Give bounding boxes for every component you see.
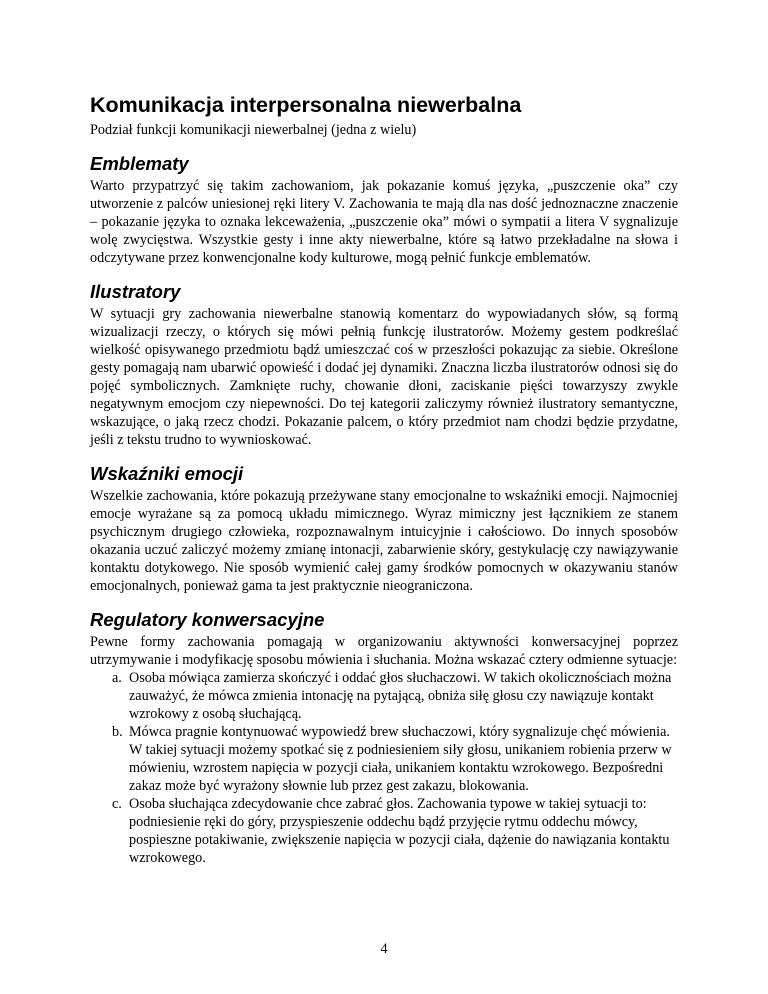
list-item-text: Mówca pragnie kontynuować wypowiedź brew słuchaczowi, który sygnalizuje chęć mówienia. W takiej sytuacji możemy spotkać się z podniesieniem siły głosu, unikaniem robienia przerw w mówieniu, wzrostem napięcia w pozycji ciała, unikaniem kontaktu wzrokowego. Bezpośredni zakaz może być wyrażony słownie lub przez gest zakazu, blokowania. — [129, 724, 672, 794]
list-item — [112, 723, 678, 795]
list-marker: a. — [112, 670, 122, 686]
section-ilustratory — [90, 281, 678, 449]
section-heading: Emblematy — [90, 153, 189, 174]
section-paragraph: Pewne formy zachowania pomagają w organizowaniu aktywności konwersacyjnej poprzez utrzymywanie i modyfikację sposobu mówienia i słuchania. Można wskazać cztery odmienne sytuacje: — [90, 634, 678, 668]
page-subtitle: Podział funkcji komunikacji niewerbalnej (jedna z wielu) — [90, 122, 417, 138]
list-item — [112, 669, 678, 723]
section-emblematy — [90, 153, 678, 267]
list-item-text: Osoba słuchająca zdecydowanie chce zabrać głos. Zachowania typowe w takiej sytuacji to: podniesienie ręki do góry, przyspieszenie oddechu bądź przyjęcie rytmu oddechu mówcy, pospieszne potakiwanie, zwiększenie napięcia w pozycji ciała, dążenie do nawiązania kontaktu wzrokowego. — [129, 796, 670, 866]
section-paragraph: Wszelkie zachowania, które pokazują przeżywane stany emocjonalne to wskaźniki emocji. Najmocniej emocje wyrażane są za pomocą układu mimicznego. Wyraz mimiczny jest łącznikiem ze stanem psychicznym drugiego człowieka, rozpoznawalnym intuicyjnie i całościowo. Do innych sposobów okazania uczuć zaliczyć możemy zmianę intonacji, zabarwienie skóry, gestykulację czy nawiązywanie kontaktu dotykowego. Nie sposób wymienić całej gamy środków pomocnych w okazywaniu stanów emocjonalnych, ponieważ gama ta jest praktycznie nieograniczona. — [90, 488, 678, 594]
section-heading: Regulatory konwersacyjne — [90, 609, 325, 630]
list-marker: b. — [112, 724, 123, 740]
situation-list — [90, 669, 678, 867]
list-item — [112, 795, 678, 867]
section-wskazniki-emocji — [90, 463, 678, 595]
list-item-text: Osoba mówiąca zamierza skończyć i oddać głos słuchaczowi. W takich okolicznościach można zauważyć, że mówca zmienia intonację na pytającą, obniża siłę głosu czy nawiązuje kontakt wzrokowy z osobą słuchającą. — [129, 670, 672, 722]
section-regulatory-konwersacyjne — [90, 609, 678, 867]
page-content — [90, 92, 678, 867]
section-paragraph: Warto przypatrzyć się takim zachowaniom, jak pokazanie komuś języka, „puszczenie oka” czy utworzenie z palców uniesionej ręki litery V. Zachowania te mają dla nas dość jednoznaczne znaczenie – pokazanie języka to oznaka lekceważenia, „puszczenie oka” mówi o sympatii a litera V sygnalizuje wolę zwycięstwa. Wszystkie gesty i inne akty niewerbalne, które są łatwo przekładalne na słowa i odczytywane przez konwencjonalne kody kulturowe, mogą pełnić funkcje emblematów. — [90, 178, 678, 266]
page-number: 4 — [380, 941, 388, 957]
list-marker: c. — [112, 796, 122, 812]
section-paragraph: W sytuacji gry zachowania niewerbalne stanowią komentarz do wypowiadanych słów, są formą wizualizacji rzeczy, o których się mówi pełnią funkcję ilustratorów. Możemy gestem podkreślać wielkość opisywanego przedmiotu bądź umieszczać coś w przeszłości pokazując za siebie. Określone gesty pomagają nam ubarwić opowieść i dodać jej dynamiki. Znaczna liczba ilustratorów odnosi się do pojęć symbolicznych. Zamknięte ruchy, chowanie dłoni, zaciskanie pięści towarzyszy zwykle negatywnym emocjom czy niepewności. Do tej kategorii zaliczymy również ilustratory semantyczne, wskazujące, o jaką rzecz chodzi. Pokazanie palcem, o który przedmiot nam chodzi będzie przydatne, jeśli z tekstu trudno to wywnioskować. — [90, 306, 678, 448]
section-heading: Wskaźniki emocji — [90, 463, 244, 484]
section-heading: Ilustratory — [90, 281, 181, 302]
page-title: Komunikacja interpersonalna niewerbalna — [90, 93, 522, 117]
